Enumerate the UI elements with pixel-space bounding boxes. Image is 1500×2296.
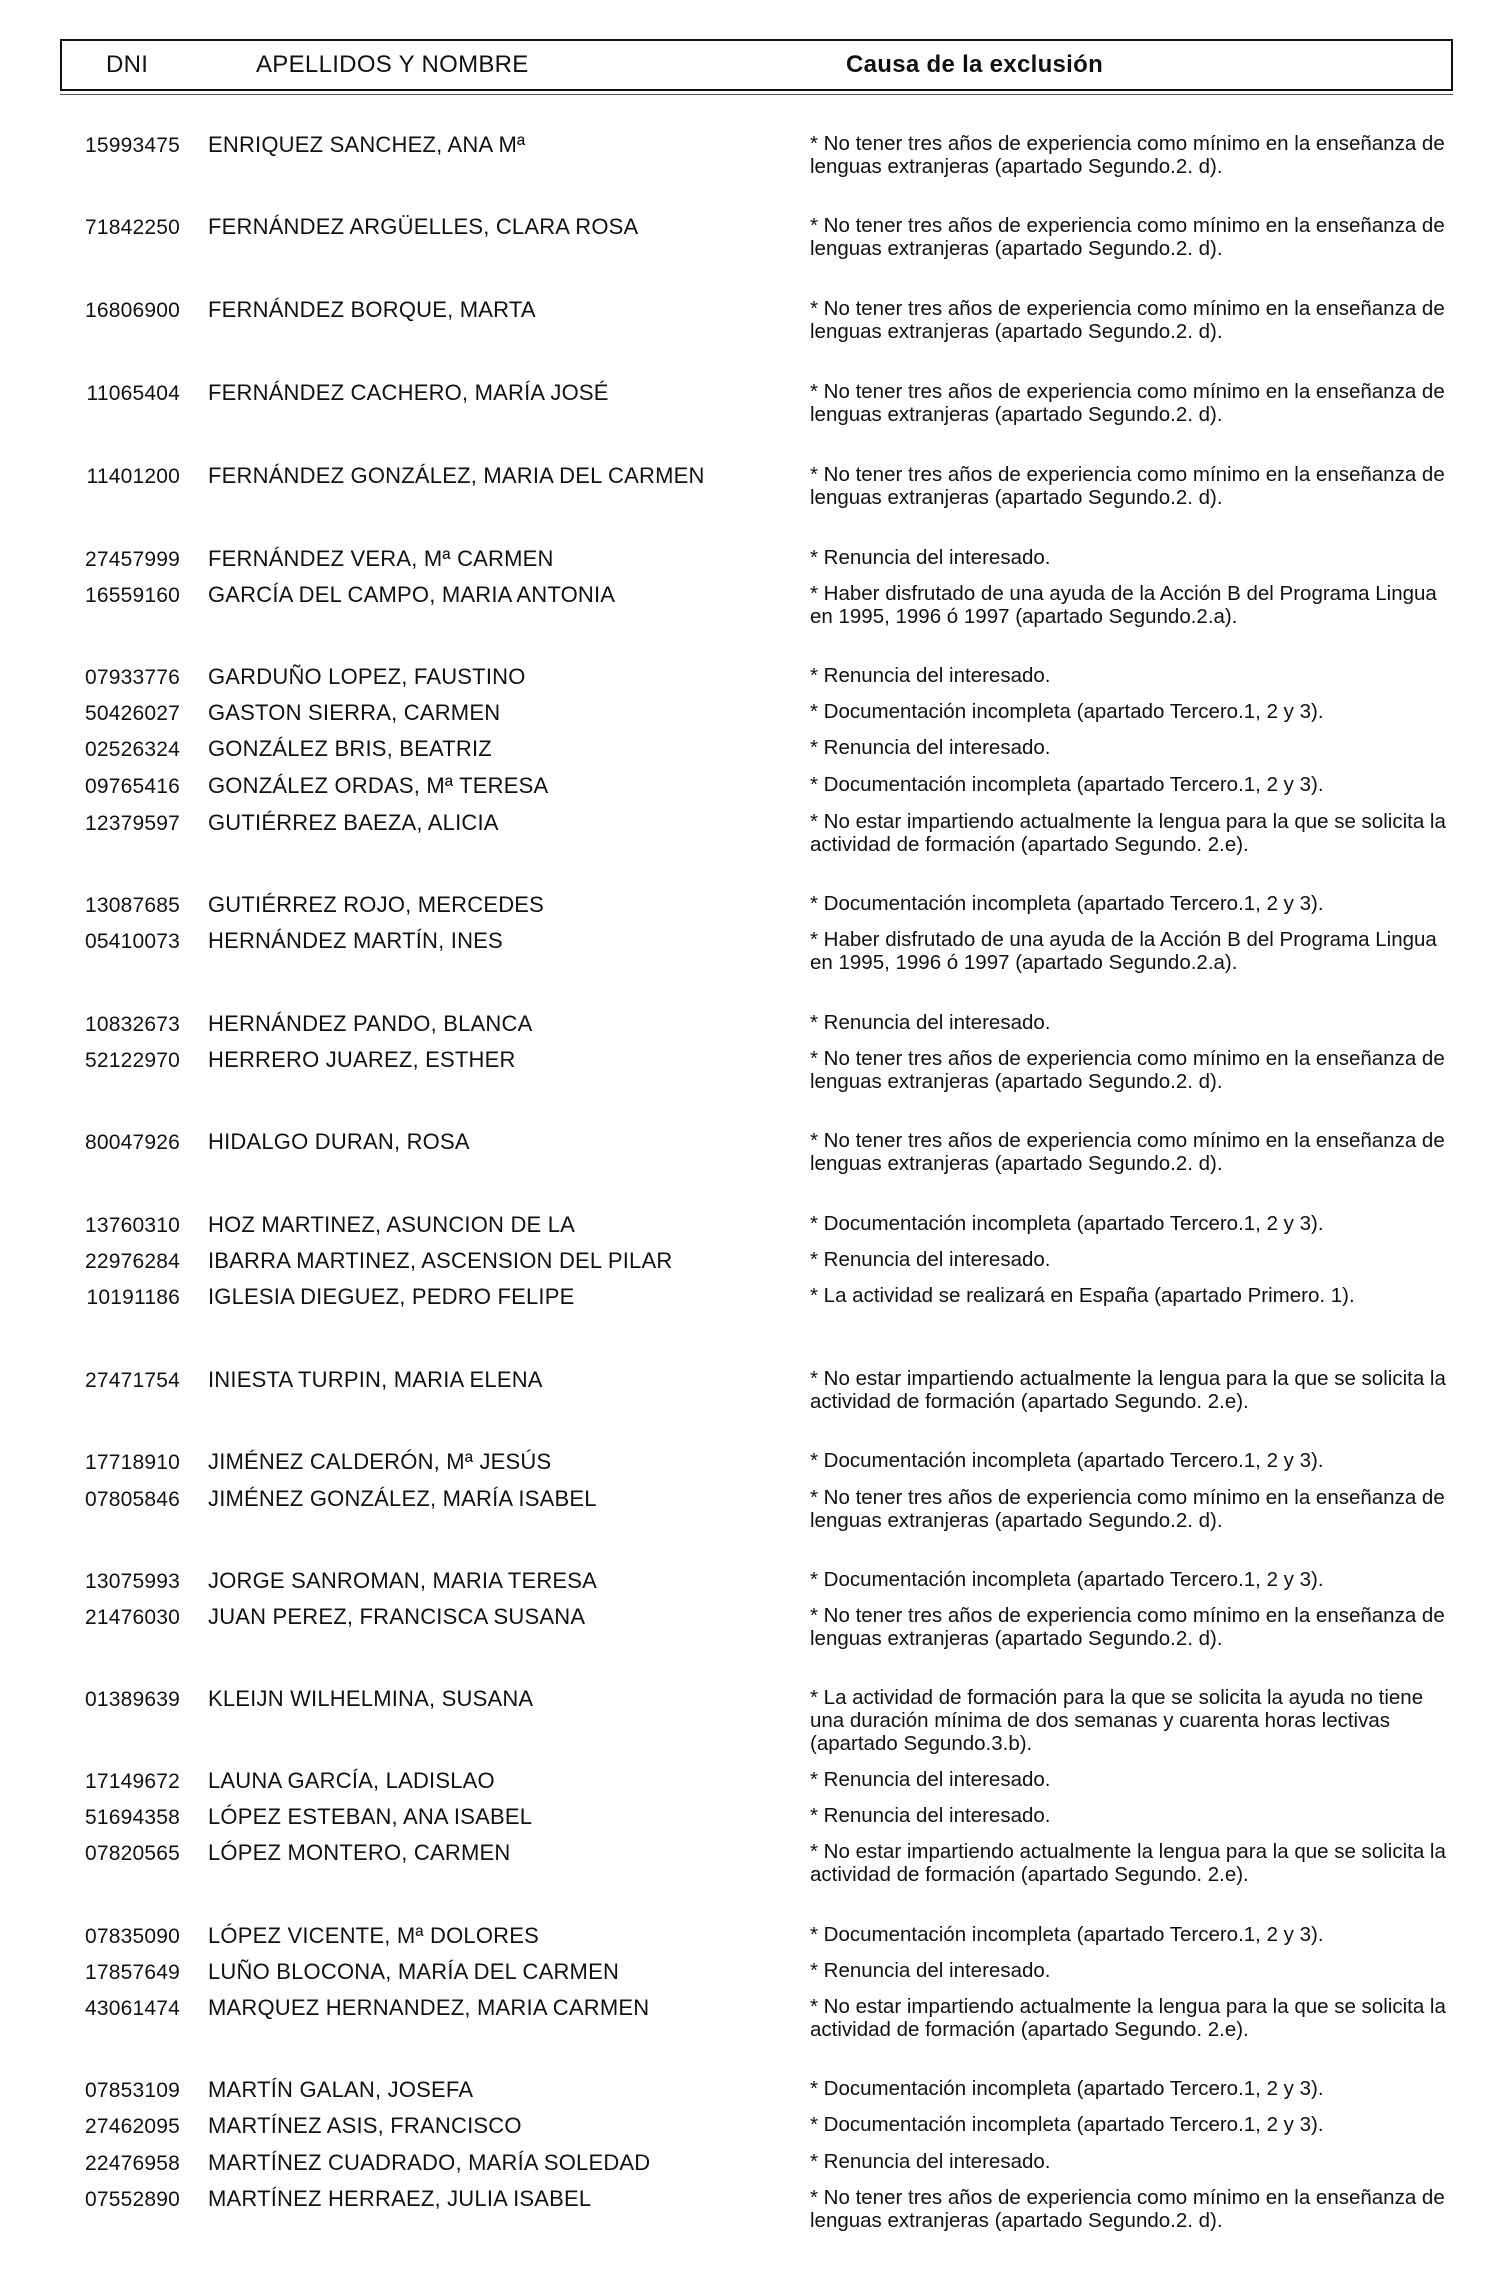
row-dni: 16806900: [84, 299, 180, 322]
row-name: LÓPEZ MONTERO, CARMEN: [208, 1840, 511, 1865]
row-name: JORGE SANROMAN, MARIA TERESA: [208, 1568, 598, 1593]
row-dni: 51694358: [84, 1806, 180, 1829]
row-name: MARTÍNEZ CUADRADO, MARÍA SOLEDAD: [208, 2150, 651, 2175]
row-name: JUAN PEREZ, FRANCISCA SUSANA: [208, 1604, 586, 1629]
row-cause: * No estar impartiendo actualmente la lengua para la que se solicita la actividad de formación (apartado Segundo. 2.e).: [810, 1367, 1446, 1413]
row-cause: * Renuncia del interesado.: [810, 1959, 1051, 1982]
row-name: LAUNA GARCÍA, LADISLAO: [208, 1768, 495, 1793]
row-dni: 27457999: [84, 548, 180, 571]
row-dni: 21476030: [84, 1606, 180, 1629]
row-dni: 05410073: [84, 930, 180, 953]
row-name: GUTIÉRREZ BAEZA, ALICIA: [208, 810, 499, 835]
row-cause: * Renuncia del interesado.: [810, 2150, 1051, 2173]
row-dni: 12379597: [84, 812, 180, 835]
row-cause: * Documentación incompleta (apartado Tercero.1, 2 y 3).: [810, 700, 1324, 723]
row-dni: 07853109: [84, 2079, 180, 2102]
row-name: GONZÁLEZ BRIS, BEATRIZ: [208, 736, 492, 761]
row-name: HERNÁNDEZ MARTÍN, INES: [208, 928, 503, 953]
row-dni: 07835090: [84, 1925, 180, 1948]
row-cause: * Documentación incompleta (apartado Tercero.1, 2 y 3).: [810, 773, 1324, 796]
row-name: IGLESIA DIEGUEZ, PEDRO FELIPE: [208, 1284, 575, 1309]
row-dni: 07552890: [84, 2188, 180, 2211]
row-dni: 07820565: [84, 1842, 180, 1865]
row-dni: 16559160: [84, 584, 180, 607]
row-cause: * La actividad se realizará en España (apartado Primero. 1).: [810, 1284, 1355, 1307]
row-name: FERNÁNDEZ VERA, Mª CARMEN: [208, 546, 554, 571]
row-dni: 11065404: [86, 382, 180, 405]
row-name: IBARRA MARTINEZ, ASCENSION DEL PILAR: [208, 1248, 673, 1273]
row-cause: * Renuncia del interesado.: [810, 1768, 1051, 1791]
row-name: ENRIQUEZ SANCHEZ, ANA Mª: [208, 132, 526, 157]
row-cause: * No tener tres años de experiencia como mínimo en la enseñanza de lenguas extranjeras (apartado Segundo.2. d).: [810, 463, 1445, 509]
row-dni: 10191186: [86, 1286, 180, 1309]
row-cause: * Renuncia del interesado.: [810, 1248, 1051, 1271]
row-cause: * No tener tres años de experiencia como mínimo en la enseñanza de lenguas extranjeras (apartado Segundo.2. d).: [810, 2186, 1445, 2232]
row-dni: 13760310: [84, 1214, 180, 1237]
row-dni: 17718910: [84, 1451, 180, 1474]
row-name: FERNÁNDEZ CACHERO, MARÍA JOSÉ: [208, 380, 609, 405]
row-name: MARTÍNEZ HERRAEZ, JULIA ISABEL: [208, 2186, 592, 2211]
row-cause: * Documentación incompleta (apartado Tercero.1, 2 y 3).: [810, 1923, 1324, 1946]
row-cause: * No tener tres años de experiencia como mínimo en la enseñanza de lenguas extranjeras (apartado Segundo.2. d).: [810, 214, 1445, 260]
row-name: INIESTA TURPIN, MARIA ELENA: [208, 1367, 543, 1392]
row-name: GONZÁLEZ ORDAS, Mª TERESA: [208, 773, 549, 798]
row-name: HIDALGO DURAN, ROSA: [208, 1129, 470, 1154]
row-dni: 27471754: [84, 1369, 180, 1392]
row-dni: 80047926: [84, 1131, 180, 1154]
row-cause: * Renuncia del interesado.: [810, 1011, 1051, 1034]
row-cause: * Haber disfrutado de una ayuda de la Acción B del Programa Lingua en 1995, 1996 ó 1997 (apartado Segundo.2.a).: [810, 928, 1437, 974]
row-cause: * Renuncia del interesado.: [810, 736, 1051, 759]
row-cause: * Documentación incompleta (apartado Tercero.1, 2 y 3).: [810, 1449, 1324, 1472]
row-cause: * No tener tres años de experiencia como mínimo en la enseñanza de lenguas extranjeras (apartado Segundo.2. d).: [810, 1047, 1445, 1093]
row-dni: 10832673: [84, 1013, 180, 1036]
row-dni: 43061474: [84, 1997, 180, 2020]
row-name: GASTON SIERRA, CARMEN: [208, 700, 501, 725]
row-cause: * Haber disfrutado de una ayuda de la Acción B del Programa Lingua en 1995, 1996 ó 1997 (apartado Segundo.2.a).: [810, 582, 1437, 628]
row-dni: 07933776: [84, 666, 180, 689]
header-divider: [60, 94, 1453, 95]
row-dni: 15993475: [84, 134, 180, 157]
row-dni: 11401200: [86, 465, 180, 488]
row-name: MARQUEZ HERNANDEZ, MARIA CARMEN: [208, 1995, 650, 2020]
header-dni: DNI: [106, 51, 149, 78]
table-header: [60, 39, 1453, 91]
row-name: MARTÍN GALAN, JOSEFA: [208, 2077, 474, 2102]
row-cause: * No estar impartiendo actualmente la lengua para la que se solicita la actividad de formación (apartado Segundo. 2.e).: [810, 810, 1446, 856]
row-name: FERNÁNDEZ BORQUE, MARTA: [208, 297, 536, 322]
row-dni: 50426027: [84, 702, 180, 725]
row-name: HERRERO JUAREZ, ESTHER: [208, 1047, 516, 1072]
row-name: FERNÁNDEZ GONZÁLEZ, MARIA DEL CARMEN: [208, 463, 705, 488]
row-cause: * No tener tres años de experiencia como mínimo en la enseñanza de lenguas extranjeras (apartado Segundo.2. d).: [810, 380, 1445, 426]
row-name: MARTÍNEZ ASIS, FRANCISCO: [208, 2113, 522, 2138]
row-name: KLEIJN WILHELMINA, SUSANA: [208, 1686, 534, 1711]
row-cause: * No estar impartiendo actualmente la lengua para la que se solicita la actividad de formación (apartado Segundo. 2.e).: [810, 1995, 1446, 2041]
header-cause: Causa de la exclusión: [846, 51, 1104, 78]
row-name: GARDUÑO LOPEZ, FAUSTINO: [208, 664, 526, 689]
header-name: APELLIDOS Y NOMBRE: [256, 51, 529, 78]
row-name: GUTIÉRREZ ROJO, MERCEDES: [208, 892, 545, 917]
row-cause: * No tener tres años de experiencia como mínimo en la enseñanza de lenguas extranjeras (apartado Segundo.2. d).: [810, 1486, 1445, 1532]
row-cause: * No tener tres años de experiencia como mínimo en la enseñanza de lenguas extranjeras (apartado Segundo.2. d).: [810, 1604, 1445, 1650]
row-cause: * No tener tres años de experiencia como mínimo en la enseñanza de lenguas extranjeras (apartado Segundo.2. d).: [810, 297, 1445, 343]
row-name: LUÑO BLOCONA, MARÍA DEL CARMEN: [208, 1959, 620, 1984]
row-dni: 02526324: [84, 738, 180, 761]
row-cause: * Documentación incompleta (apartado Tercero.1, 2 y 3).: [810, 2077, 1324, 2100]
row-dni: 22476958: [84, 2152, 180, 2175]
row-dni: 71842250: [84, 216, 180, 239]
row-cause: * Renuncia del interesado.: [810, 1804, 1051, 1827]
row-dni: 52122970: [84, 1049, 180, 1072]
row-dni: 27462095: [84, 2115, 180, 2138]
row-cause: * Documentación incompleta (apartado Tercero.1, 2 y 3).: [810, 1212, 1324, 1235]
row-name: GARCÍA DEL CAMPO, MARIA ANTONIA: [208, 582, 616, 607]
row-name: LÓPEZ ESTEBAN, ANA ISABEL: [208, 1804, 533, 1829]
row-cause: * Renuncia del interesado.: [810, 664, 1051, 687]
row-name: HOZ MARTINEZ, ASUNCION DE LA: [208, 1212, 576, 1237]
row-cause: * No estar impartiendo actualmente la lengua para la que se solicita la actividad de formación (apartado Segundo. 2.e).: [810, 1840, 1446, 1886]
row-name: JIMÉNEZ CALDERÓN, Mª JESÚS: [208, 1449, 552, 1474]
row-dni: 17857649: [84, 1961, 180, 1984]
row-dni: 13087685: [84, 894, 180, 917]
row-cause: * No tener tres años de experiencia como mínimo en la enseñanza de lenguas extranjeras (apartado Segundo.2. d).: [810, 1129, 1445, 1175]
row-cause: * Documentación incompleta (apartado Tercero.1, 2 y 3).: [810, 892, 1324, 915]
row-cause: * La actividad de formación para la que se solicita la ayuda no tiene una duración mínima de dos semanas y cuarenta horas lectivas (apartado Segundo.3.b).: [810, 1686, 1424, 1755]
row-dni: 13075993: [84, 1570, 180, 1593]
row-cause: * No tener tres años de experiencia como mínimo en la enseñanza de lenguas extranjeras (apartado Segundo.2. d).: [810, 132, 1445, 178]
row-cause: * Documentación incompleta (apartado Tercero.1, 2 y 3).: [810, 1568, 1324, 1591]
row-name: HERNÁNDEZ PANDO, BLANCA: [208, 1011, 533, 1036]
row-dni: 09765416: [84, 775, 180, 798]
row-name: FERNÁNDEZ ARGÜELLES, CLARA ROSA: [208, 214, 639, 239]
row-cause: * Renuncia del interesado.: [810, 546, 1051, 569]
row-dni: 07805846: [84, 1488, 180, 1511]
row-dni: 01389639: [84, 1688, 180, 1711]
row-dni: 17149672: [84, 1770, 180, 1793]
row-name: JIMÉNEZ GONZÁLEZ, MARÍA ISABEL: [208, 1486, 597, 1511]
row-cause: * Documentación incompleta (apartado Tercero.1, 2 y 3).: [810, 2113, 1324, 2136]
row-name: LÓPEZ VICENTE, Mª DOLORES: [208, 1923, 539, 1948]
row-dni: 22976284: [84, 1250, 180, 1273]
